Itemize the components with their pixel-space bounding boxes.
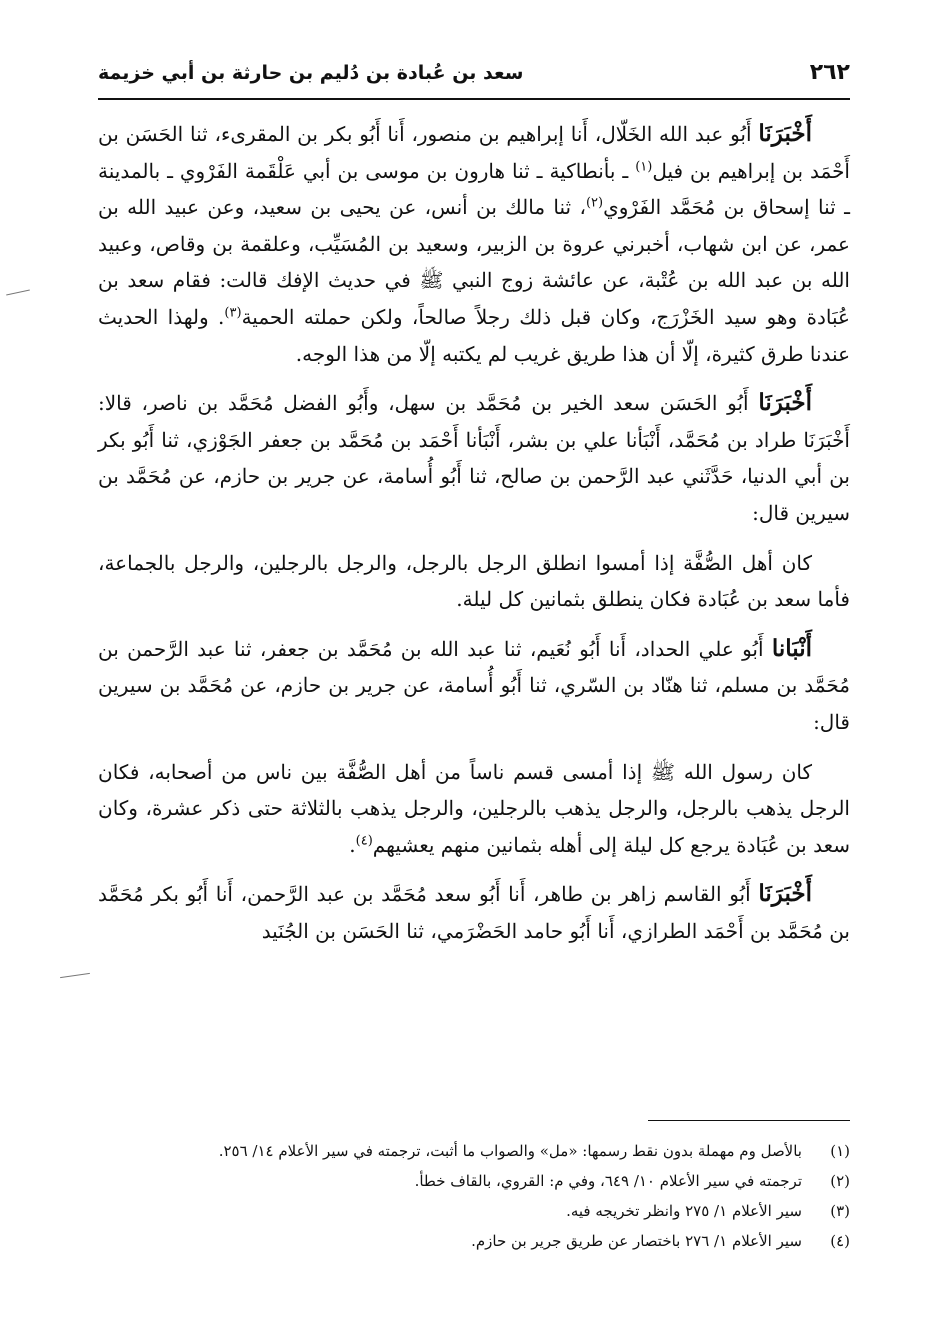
footnote-ref-2: (٢): [585, 195, 604, 211]
page-number: ٢٦٢: [809, 60, 850, 85]
paragraph-1: [98, 116, 850, 372]
paragraph-3: [98, 545, 850, 618]
footnote-4: [98, 1226, 850, 1256]
paragraph-4: [98, 631, 850, 741]
running-title: سعد بن عُبادة بن دُليم بن حارثة بن أبي خزيمة: [98, 62, 524, 84]
margin-mark: [60, 973, 90, 978]
paragraph-lead: أَخْبَرَنَا: [758, 389, 813, 417]
paragraph-6: [98, 876, 850, 949]
paragraph-lead: أَنْبَانا: [771, 634, 812, 662]
paragraph-text: أَبُو الحَسَن سعد الخير بن مُحَمَّد بن سهل، وأَبُو الفضل مُحَمَّد بن ناصر، قالا: أَخْبَرَنَا طراد بن مُحَمَّد، أَنْبَأنا علي بن بشر، أَنْبَأنا أَحْمَد بن مُحَمَّد بن جعفر الجَوْزي، ثنا أَبُو بكر بن أبي الدنيا، حَدَّثَني عبد الرَّحمن بن صالح، ثنا أَبُو أُسامة، عن جرير بن حازم، عن مُحَمَّد بن سيرين قال:: [98, 391, 850, 525]
margin-mark: [6, 290, 30, 296]
paragraph-text: أَبُو عبد الله الخَلّال، أَنا إبراهيم بن منصور، أَنا أَبُو بكر بن المقرىء، ثنا الحَسَن بن أَحْمَد بن إبراهيم بن فيل: [98, 122, 850, 183]
footnote-number: (١): [830, 1142, 850, 1160]
page-header: [98, 56, 850, 96]
footnote-number: (٤): [830, 1232, 850, 1250]
footnote-text: ترجمته في سير الأعلام ١٠/ ٦٤٩، وفي م: القروي، بالقاف خطأ.: [414, 1172, 802, 1190]
footnote-3: [98, 1196, 850, 1226]
footnote-ref-3: (٣): [224, 305, 242, 321]
paragraph-text: .: [349, 832, 356, 857]
footnote-1: [98, 1136, 850, 1166]
paragraph-text: أَبُو علي الحداد، أَنا أَبُو نُعَيم، ثنا عبد الله بن مُحَمَّد بن جعفر، ثنا عبد الرَّحمن بن مُحَمَّد بن مسلم، ثنا هنّاد بن السّري، ثنا أَبُو أُسامة، عن جرير بن حازم، عن مُحَمَّد بن سيرين قال:: [98, 636, 850, 734]
footnotes: [98, 1136, 850, 1256]
paragraph-text: ـ بأنطاكية ـ ثنا هارون بن موسى بن أبي عَلْقَمة الفَرْوي ـ بالمدينة ـ ثنا إسحاق بن مُحَمَّد الفَرْوي: [98, 158, 850, 220]
footnote-number: (٢): [830, 1172, 850, 1190]
header-rule: [98, 98, 850, 100]
footnote-text: سير الأعلام ١/ ٢٧٦ باختصار عن طريق جرير بن حازم.: [471, 1232, 802, 1250]
paragraph-5: [98, 754, 850, 864]
paragraph-text: أَبُو القاسم زاهر بن طاهر، أَنا أَبُو سعد مُحَمَّد بن عبد الرَّحمن، أَنا أَبُو بكر مُحَمَّد بن مُحَمَّد بن أَحْمَد الطرازي، أَنا أَبُو حامد الحَضْرَمي، ثنا الحَسَن بن الجُنَيد: [98, 882, 850, 943]
footnote-2: [98, 1166, 850, 1196]
paragraph-lead: أَخْبَرَنَا: [758, 880, 812, 908]
footnote-ref-1: (١): [635, 158, 653, 174]
footnote-ref-4: (٤): [355, 833, 373, 849]
footnote-rule: [648, 1120, 850, 1121]
paragraph-text: كان رسول الله ﷺ إذا أمسى قسم ناساً من أهل الصُّفَّة بين ناس من أصحابه، فكان الرجل يذهب بالرجل، والرجل يذهب بالرجلين، والرجل يذهب بالثلاثة حتى ذكر عشرة، وكان سعد بن عُبَادة يرجع كل ليلة إلى أهله بثمانين منهم يعشيهم: [98, 759, 850, 857]
footnote-text: سير الأعلام ١/ ٢٧٥ وانظر تخريجه فيه.: [566, 1202, 802, 1220]
paragraph-text: . ولهذا الحديث عندنا طرق كثيرة، إلّا أن هذا طريق غريب لم يكتبه إلّا من هذا الوجه.: [98, 304, 850, 366]
footnote-number: (٣): [830, 1202, 850, 1220]
paragraph-lead: أَخْبَرَنَا: [758, 120, 812, 147]
footnote-text: بالأصل وم مهملة بدون نقط رسمها: «مل» والصواب ما أثبت، ترجمته في سير الأعلام ١٤/ ٢٥٦.: [218, 1142, 802, 1160]
main-text: [98, 116, 850, 962]
paragraph-text: كان أهل الصُّفَّة إذا أمسوا انطلق الرجل بالرجل، والرجل بالرجلين، والرجل بالجماعة، فأما سعد بن عُبَادة فكان ينطلق بثمانين كل ليلة.: [98, 550, 850, 612]
paragraph-2: [98, 385, 850, 531]
paragraph-text: ، ثنا مالك بن أنس، عن يحيى بن سعيد، وعن عبيد الله بن عمر، عن ابن شهاب، أخبرني عروة بن الزبير، وسعيد بن المُسَيِّب، وعلقمة بن وقاص، وعبيد الله بن عبد الله بن عُتْبة، عن عائشة زوج النبي ﷺ في حديث الإفك قالت: فقام سعد بن عُبَادة وهو سيد الخَزْرَج، وكان قبل ذلك رجلاً صالحاً، ولكن حملته الحمية: [98, 195, 850, 329]
